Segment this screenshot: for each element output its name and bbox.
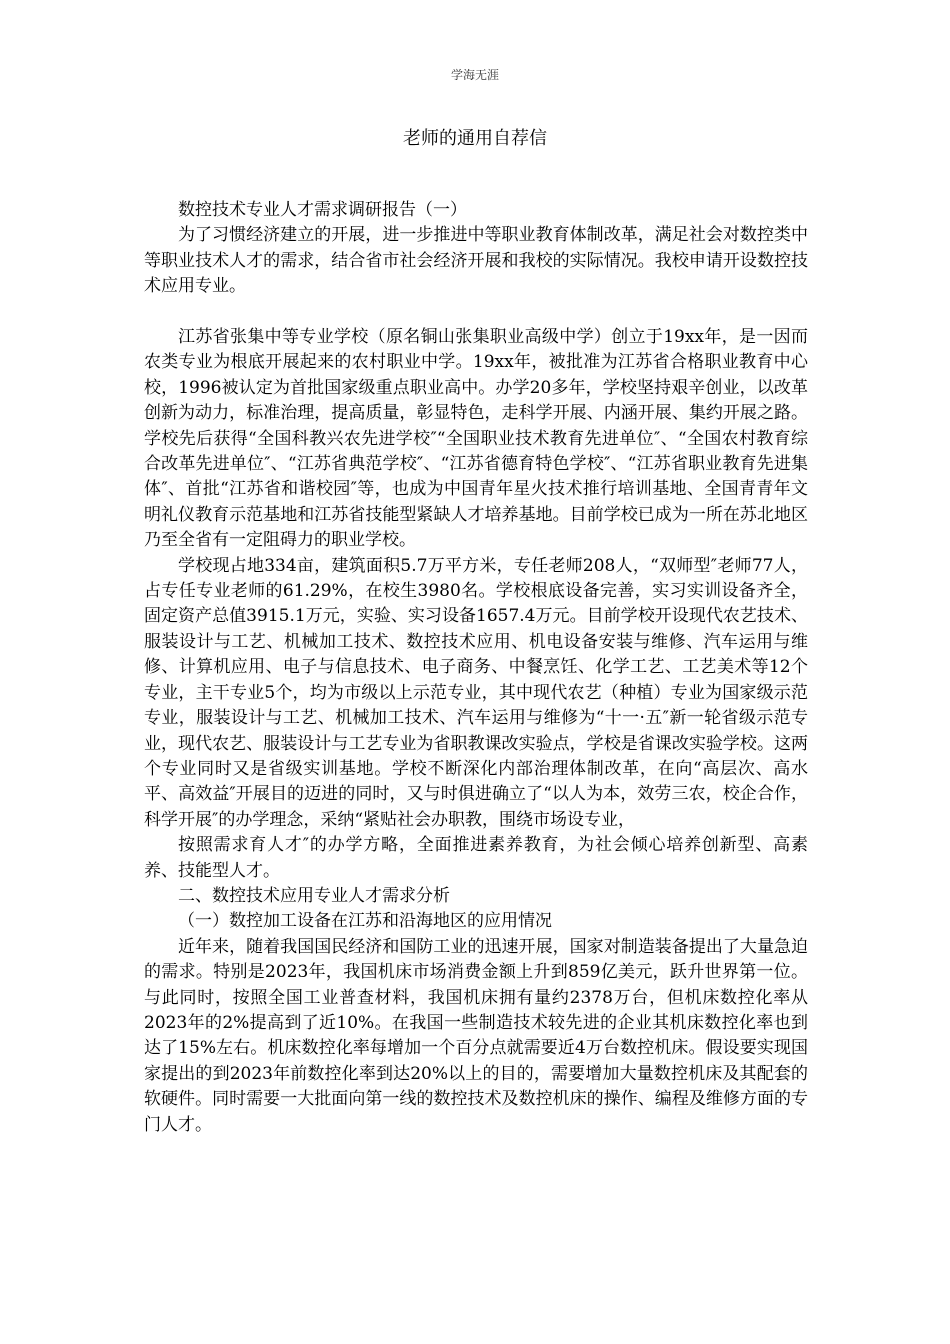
paragraph-intro: 为了习惯经济建立的开展，进一步推进中等职业教育体制改革，满足社会对数控类中等职业技术人才的需求，结合省市社会经济开展和我校的实际情况。我校申请开设数控技术应用专业。 [144,225,808,297]
paragraph-demand: 近年来，随着我国国民经济和国防工业的迅速开展，国家对制造装备提出了大量急迫的需求。特别是2023年，我国机床市场消费金额上升到859亿美元，跃升世界第一位。与此同时，按照全国工业普查材料，我国机床拥有量约2378万台，但机床数控化率从2023年的2%提高到了近10%。在我国一些制造技术较先进的企业其机床数控化率也到达了15%左右。机床数控化率每增加一个百分点就需要近4万台数控机床。假设要实现国家提出的到2023年前数控化率到达20%以上的目的，需要增加大量数控机床及其配套的软硬件。同时需要一大批面向第一线的数控技术及数控机床的操作、编程及维修方面的专门人才。 [144,936,808,1135]
subsection-heading-application: （一）数控加工设备在江苏和沿海地区的应用情况 [178,911,552,932]
paragraph-school-facilities: 学校现占地334亩，建筑面积5.7万平方米，专任老师208人，“双师型″老师77人，占专任专业老师的61.29%，在校生3980名。学校根底设备完善，实习实训设备齐全，固定资产总值3915.1万元，实验、实习设备1657.4万元。目前学校开设现代农艺技术、服装设计与工艺、机械加工技术、数控技术应用、机电设备安装与维修、汽车运用与维修、计算机应用、电子与信息技术、电子商务、中餐烹饪、化学工艺、工艺美术等12个专业，主干专业5个，均为市级以上示范专业，其中现代农艺（种植）专业为国家级示范专业，服装设计与工艺、机械加工技术、汽车运用与维修为“十一·五″新一轮省级示范专业，现代农艺、服装设计与工艺专业为省职教课改实验点，学校是省课改实验学校。这两个专业同时又是省级实训基地。学校不断深化内部治理体制改革，在向“高层次、高水平、高效益″开展目的迈进的同时，又与时俱进确立了“以人为本，效劳三农，校企合作，科学开展″的办学理念，采纳“紧贴社会办职教，围绕市场设专业， [144,555,808,830]
paragraph-school-strategy: 按照需求育人才″的办学方略，全面推进素养教育，为社会倾心培养创新型、高素养、技能型人才。 [144,835,808,881]
document-title: 老师的通用自荐信 [403,128,547,149]
page-header: 学海无涯 [450,68,499,82]
section-heading-analysis: 二、数控技术应用专业人才需求分析 [178,885,450,906]
paragraph-school-history: 江苏省张集中等专业学校（原名铜山张集职业高级中学）创立于19xx年，是一因而农类专业为根底开展起来的农村职业中学。19xx年，被批准为江苏省合格职业教育中心校，1996被认定为首批国家级重点职业高中。办学20多年，学校坚持艰辛创业，以改革创新为动力，标准治理，提高质量，彰显特色，走科学开展、内涵开展、集约开展之路。学校先后获得“全国科教兴农先进学校″“全国职业技术教育先进单位″、“全国农村教育综合改革先进单位″、“江苏省典范学校″、“江苏省德育特色学校″、“江苏省职业教育先进集体″、首批“江苏省和谐校园″等，也成为中国青年星火技术推行培训基地、全国青青年文明礼仪教育示范基地和江苏省技能型紧缺人才培养基地。目前学校已成为一所在苏北地区乃至全省有一定阻碍力的职业学校。 [144,327,808,551]
section-heading-report: 数控技术专业人才需求调研报告（一） [178,200,467,220]
document-body [144,198,808,1138]
